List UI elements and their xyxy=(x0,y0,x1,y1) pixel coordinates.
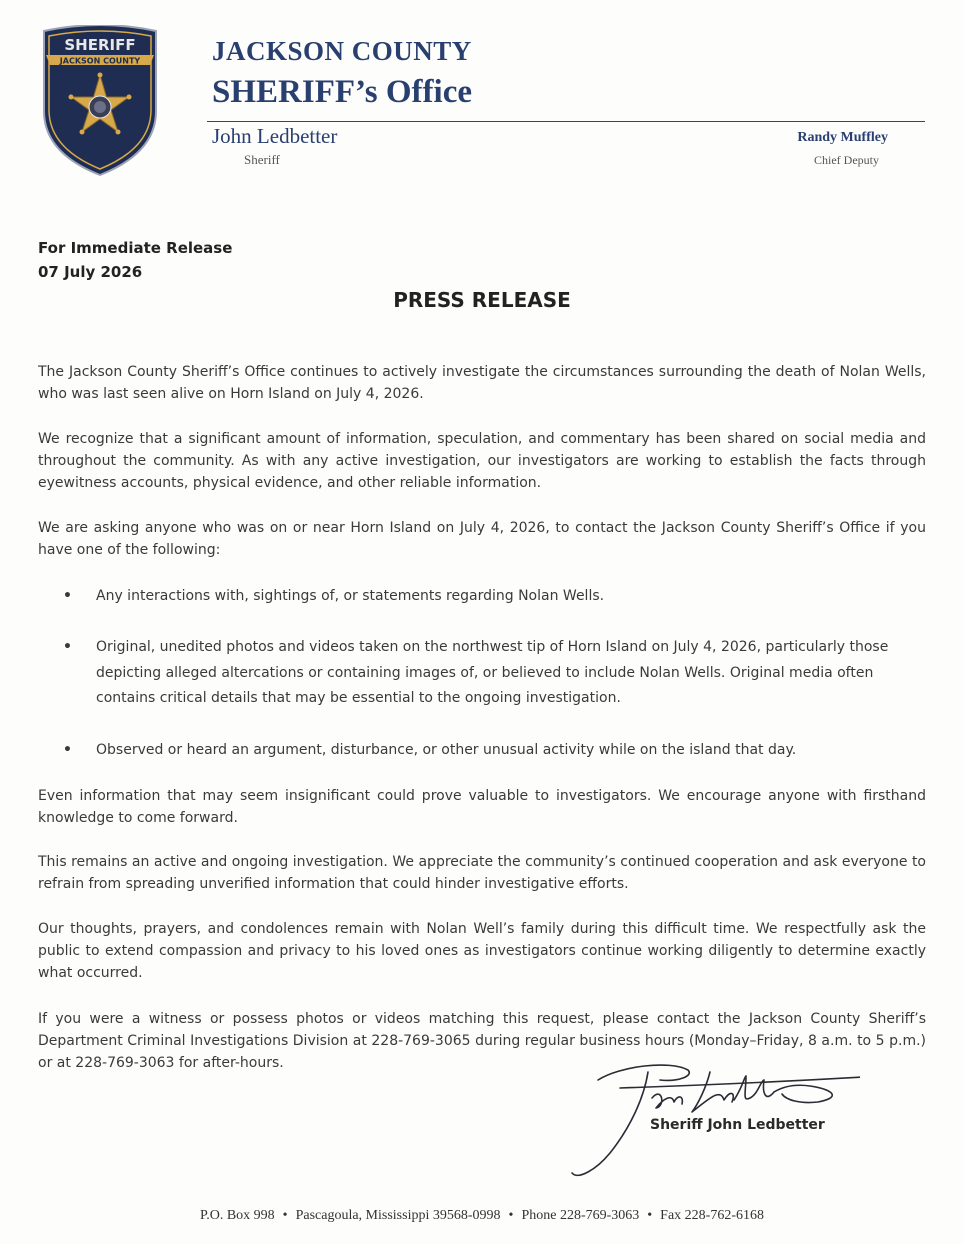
list-item-text: Any interactions with, sightings of, or statements regarding Nolan Wells. xyxy=(96,588,605,604)
footer-separator: • xyxy=(508,1208,514,1223)
chief-deputy-name: Randy Muffley xyxy=(797,130,888,145)
agency-name-line2: SHERIFF’s Office xyxy=(212,74,472,110)
paragraph-5: This remains an active and ongoing investigation. We appreciate the community’s continued cooperation and ask everyone to refrain from spreading unverified information that could hinder investigative efforts. xyxy=(38,854,926,892)
list-item-text: Original, unedited photos and videos taken on the northwest tip of Horn Island on July 4, 2026, particularly those depicting alleged altercations or containing images of, or believed to include Nolan Wells. Original media often contains critical details that may be essential to the ongoing investigation. xyxy=(96,639,889,706)
bullet-dot: • xyxy=(63,639,72,655)
list-item xyxy=(63,738,913,764)
paragraph-3: We are asking anyone who was on or near Horn Island on July 4, 2026, to contact the Jackson County Sheriff’s Office if you have one of the following: xyxy=(38,520,926,558)
release-date: 07 July 2026 xyxy=(38,263,143,281)
paragraph-4: Even information that may seem insignificant could prove valuable to investigators. We encourage anyone with firsthand knowledge to come forward. xyxy=(38,788,926,826)
document-title: PRESS RELEASE xyxy=(393,288,571,312)
letterhead-rule xyxy=(207,121,925,122)
svg-text:JACKSON COUNTY: JACKSON COUNTY xyxy=(59,56,141,66)
footer-phone: Phone 228-769-3063 xyxy=(521,1208,640,1223)
footer-city: Pascagoula, Mississippi 39568-0998 xyxy=(295,1208,501,1223)
sheriff-name: John Ledbetter xyxy=(212,124,338,148)
signature-name: Sheriff John Ledbetter xyxy=(650,1117,825,1133)
letterhead-footer xyxy=(0,1208,964,1224)
list-item xyxy=(63,584,913,610)
footer-separator: • xyxy=(282,1208,288,1223)
chief-deputy-title: Chief Deputy xyxy=(814,153,879,167)
footer-fax: Fax 228-762-6168 xyxy=(660,1208,764,1223)
footer-separator: • xyxy=(647,1208,653,1223)
svg-text:SHERIFF: SHERIFF xyxy=(64,36,136,54)
sheriff-badge-logo xyxy=(38,25,162,177)
bullet-dot: • xyxy=(63,742,72,758)
paragraph-6: Our thoughts, prayers, and condolences remain with Nolan Well’s family during this difficult time. We respectfully ask the public to extend compassion and privacy to his loved ones as investigators continue working diligently to determine exactly what occurred. xyxy=(38,921,926,981)
sheriff-title: Sheriff xyxy=(244,152,280,167)
list-item-text: Observed or heard an argument, disturbance, or other unusual activity while on the island that day. xyxy=(96,742,797,758)
paragraph-2: We recognize that a significant amount of information, speculation, and commentary has been shared on social media and throughout the community. As with any active investigation, our investigators are working to establish the facts through eyewitness accounts, physical evidence, and other reliable information. xyxy=(38,431,926,491)
list-item xyxy=(63,635,913,712)
paragraph-1: The Jackson County Sheriff’s Office continues to actively investigate the circumstances surrounding the death of Nolan Wells, who was last seen alive on Horn Island on July 4, 2026. xyxy=(38,364,926,402)
bullet-dot: • xyxy=(63,588,72,604)
agency-name-line1: JACKSON COUNTY xyxy=(212,36,472,66)
paragraph-7: If you were a witness or possess photos or videos matching this request, please contact the Jackson County Sheriff’s Department Criminal Investigations Division at 228-769-3065 during regular business hours (Monday–Friday, 8 a.m. to 5 p.m.) or at 228-769-3063 for after-hours. xyxy=(38,1011,926,1071)
footer-address: P.O. Box 998 xyxy=(199,1208,275,1223)
release-label: For Immediate Release xyxy=(38,239,233,257)
